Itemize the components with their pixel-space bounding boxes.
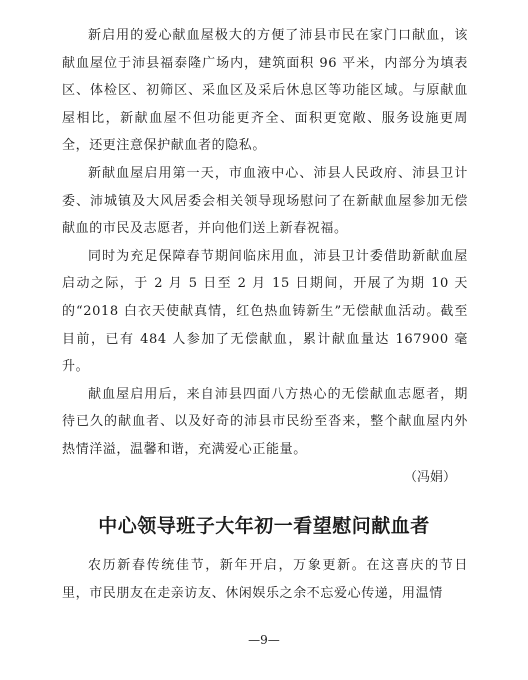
paragraph: 农历新春传统佳节，新年开启，万象更新。在这喜庆的节日里，市民朋友在走亲访友、休闲娱乐之余不忘爱心传递，用温情	[62, 558, 468, 601]
paragraph: 新启用的爱心献血屋极大的方便了沛县市民在家门口献血，该献血屋位于沛县福泰隆广场内，建筑面积 96 平米，内部分为填表区、体检区、初筛区、采血区及采后休息区等功能区域。与原献血屋相比，新献血屋不但功能更齐全、面积更宽敞、服务设施更周全，还更注意保护献血者的隐私。	[62, 28, 468, 154]
paragraph: 同时为充足保障春节期间临床用血，沛县卫计委借助新献血屋启动之际，于 2 月 5 日至 2 月 15 日期间，开展了为期 10 天的“2018 白衣天使献真情，红色热血铸新生”无偿献血活动。截至目前，已有 484 人参加了无偿献血，累计献血量达 167900 毫升。	[62, 248, 468, 375]
article-body	[62, 22, 468, 491]
article-body-2	[62, 552, 468, 607]
paragraph: 新献血屋启用第一天，市血液中心、沛县人民政府、沛县卫计委、沛城镇及大风居委会相关领导现场慰问了在新献血屋参加无偿献血的市民及志愿者，并向他们送上新春祝福。	[62, 165, 468, 237]
author-credit: （冯娟）	[403, 469, 456, 485]
page-number: —9—	[248, 633, 280, 647]
paragraph: 献血屋启用后，来自沛县四面八方热心的无偿献血志愿者，期待已久的献血者、以及好奇的沛县市民纷至沓来，整个献血屋内外热情洋溢，温馨和谐，充满爱心正能量。	[62, 386, 468, 457]
article-heading: 中心领导班子大年初一看望慰问献血者	[98, 515, 430, 537]
